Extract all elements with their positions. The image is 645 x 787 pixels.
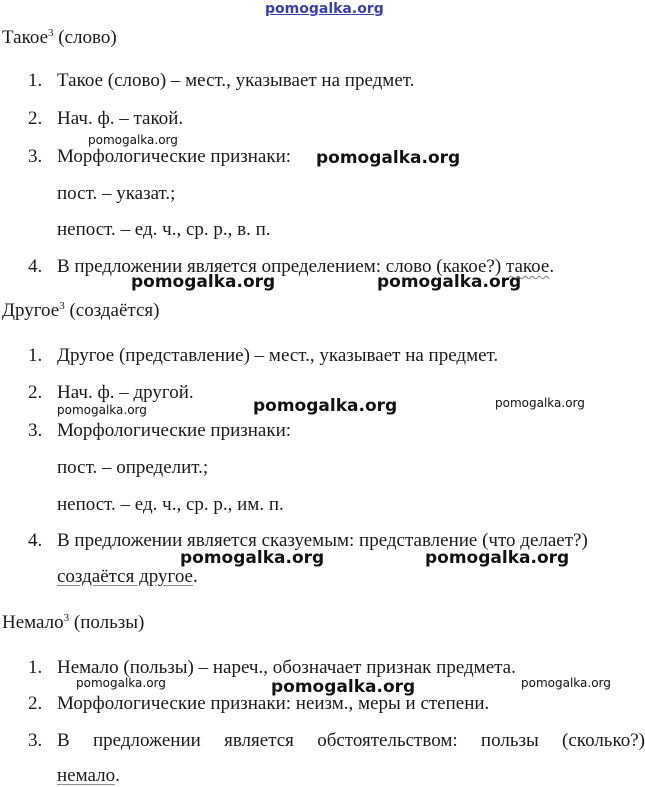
list-item: Такое (слово) – мест., указывает на предмет. <box>57 70 415 91</box>
watermark: pomogalka.org <box>131 272 276 292</box>
watermark: pomogalka.org <box>57 403 147 417</box>
list-item: Морфологические признаки: <box>57 146 292 167</box>
list-subline: непост. – ед. ч., ср. р., в. п. <box>57 219 271 240</box>
underlined-phrase: создаётся другое <box>57 566 193 587</box>
list-item: В предложении является определением: слово (какое?) такое. <box>57 256 555 277</box>
list-item-continuation: создаётся другое. <box>57 566 198 587</box>
list-number: 2. <box>28 382 43 403</box>
underlined-word: такое <box>505 256 550 277</box>
watermark: pomogalka.org <box>495 396 585 410</box>
list-subline: пост. – определит.; <box>57 457 209 478</box>
list-item: Другое (представление) – мест., указывает на предмет. <box>57 345 499 366</box>
watermark: pomogalka.org <box>425 548 570 568</box>
list-subline: пост. – указат.; <box>57 183 176 204</box>
list-number: 4. <box>28 256 43 277</box>
list-item-continuation: немало. <box>57 765 120 786</box>
watermark-header[interactable]: pomogalka.org <box>265 1 384 17</box>
watermark: pomogalka.org <box>377 272 522 292</box>
list-number: 2. <box>28 693 43 714</box>
list-item: Морфологические признаки: неизм., меры и степени. <box>57 693 490 714</box>
list-number: 3. <box>28 420 43 441</box>
watermark: pomogalka.org <box>253 396 398 416</box>
list-number: 3. <box>28 730 43 751</box>
list-number: 1. <box>28 70 43 91</box>
list-item: Нач. ф. – такой. <box>57 108 184 129</box>
list-number: 1. <box>28 657 43 678</box>
heading-drugoe: Другое$^3$ (создаётся) <box>2 300 160 321</box>
watermark: pomogalka.org <box>76 676 166 690</box>
list-number: 4. <box>28 530 43 551</box>
heading-takoe: Такое$^3$ (слово) <box>2 27 117 48</box>
list-item: В предложении является сказуемым: представление (что делает?) <box>57 530 588 551</box>
watermark: pomogalka.org <box>88 133 178 147</box>
list-subline: непост. – ед. ч., ср. р., им. п. <box>57 494 284 515</box>
list-item: Немало (пользы) – нареч., обозначает признак предмета. <box>57 657 516 678</box>
list-number: 1. <box>28 345 43 366</box>
list-item: В предложении является обстоятельством: пользы (сколько?) <box>57 730 645 751</box>
underlined-word: немало <box>57 765 116 786</box>
list-number: 2. <box>28 108 43 129</box>
watermark: pomogalka.org <box>316 148 461 168</box>
list-item: Морфологические признаки: <box>57 420 292 441</box>
watermark: pomogalka.org <box>521 676 611 690</box>
watermark: pomogalka.org <box>180 548 325 568</box>
heading-nemalo: Немало$^3$ (пользы) <box>2 612 145 633</box>
watermark: pomogalka.org <box>271 677 416 697</box>
list-item: Нач. ф. – другой. <box>57 382 194 403</box>
list-number: 3. <box>28 146 43 167</box>
